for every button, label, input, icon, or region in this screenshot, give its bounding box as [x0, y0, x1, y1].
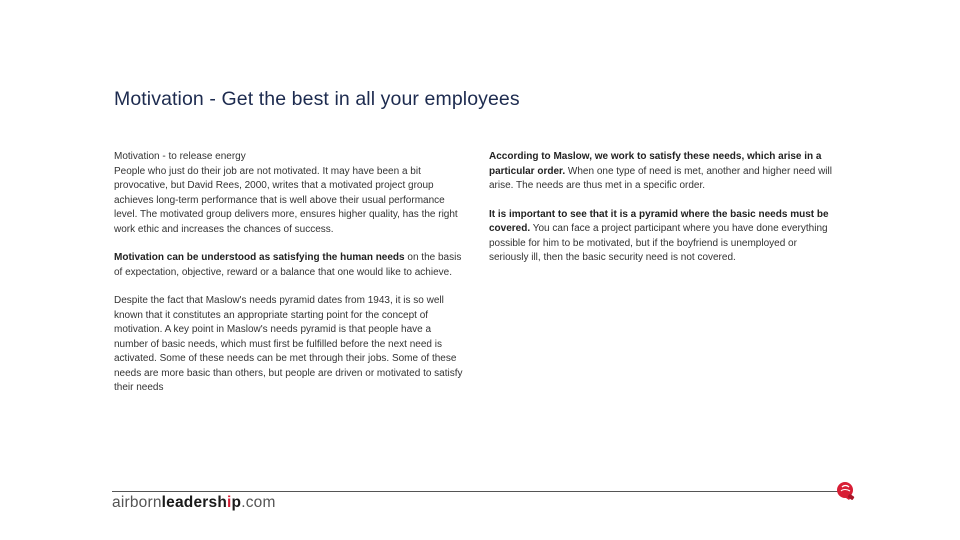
brand-logo-text — [112, 494, 276, 512]
paragraph-body: When one type of need is met, another and higher need will arise. The needs are thus met in a specific order. — [489, 165, 832, 191]
brand-part-bold-end: p — [231, 494, 242, 511]
paragraph-pyramid — [489, 208, 839, 266]
page-title: Motivation - Get the best in all your employees — [114, 88, 520, 110]
paragraph-energy — [114, 150, 464, 237]
paragraph-body: on the basis of expectation, objective, reward or a balance that one would like to achieve. — [114, 252, 462, 278]
brand-part-light: airborn — [112, 494, 162, 511]
paragraph-body: Despite the fact that Maslow's needs pyramid dates from 1943, it is so well known that it constitutes an appropriate starting point for the concept of motivation. A key point in Maslow's needs pyramid is that people have a number of basic needs, which must first be fulfilled before the next need is activated. Some of these needs can be met through their jobs. Some of these needs are more basic than others, but people are driven or motivated to satisfy their needs — [114, 295, 463, 393]
brand-part-bold: leadersh — [161, 494, 228, 511]
paragraph-body: People who just do their job are not motivated. It may have been a bit provocative, but David Rees, 2000, writes that a motivated project group achieves long-term performance that is well above their usual performance level. The motivated group delivers more, ensures higher quality, has the right work ethic and increases the chances of success. — [114, 165, 458, 235]
paragraph-lead: According to Maslow, we work to satisfy these needs, which arise in a particular order. — [489, 151, 822, 177]
left-column — [114, 150, 464, 396]
right-column — [489, 150, 839, 266]
paragraph-body: You can face a project participant where you have done everything possible for him to be motivated, but if the boyfriend is unemployed or seriously ill, then the basic security need is not covered. — [489, 223, 828, 263]
footer-divider — [112, 491, 840, 492]
brand-part-accent-i: i — [227, 494, 232, 511]
paragraph-heading: Motivation - to release energy — [114, 151, 246, 162]
paragraph-lead: It is important to see that it is a pyramid where the basic needs must be covered. — [489, 208, 829, 234]
paragraph-order — [489, 150, 839, 194]
paragraph-needs — [114, 251, 464, 280]
brand-part-domain: .com — [241, 494, 276, 511]
paragraph-maslow — [114, 294, 464, 396]
paragraph-lead: Motivation can be understood as satisfying the human needs — [114, 252, 405, 263]
boxing-glove-icon — [834, 480, 858, 504]
